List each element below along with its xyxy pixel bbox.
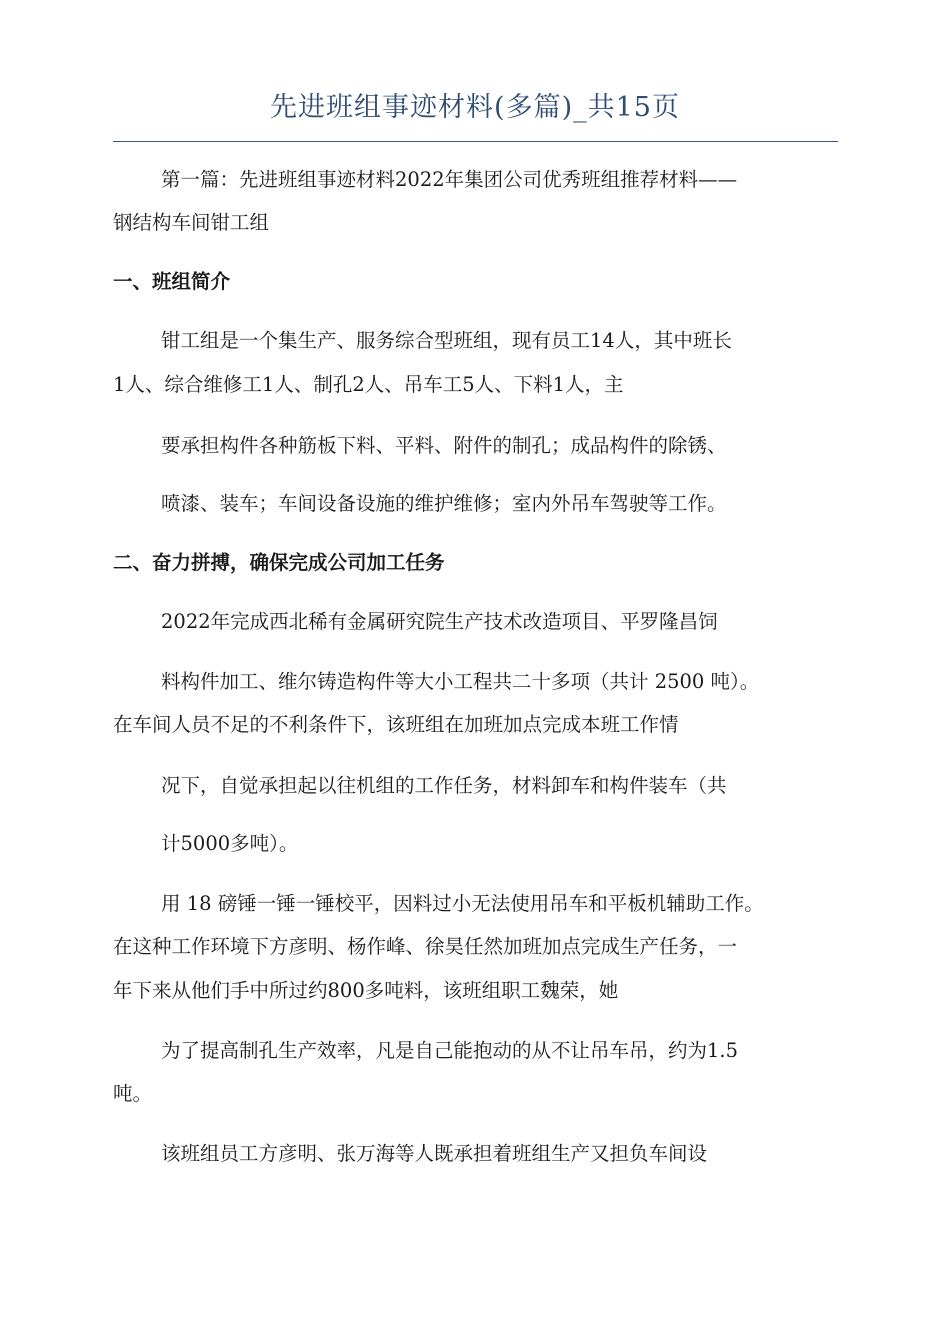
- section-heading: 二、奋力拼搏，确保完成公司加工任务: [113, 551, 445, 574]
- paragraph-line: 年下来从他们手中所过约800多吨料，该班组职工魏荣，她: [113, 979, 619, 1002]
- paragraph-line: 吨。: [113, 1082, 153, 1105]
- paragraph-line: 1人、综合维修工1人、制孔2人、吊车工5人、下料1人，主: [113, 373, 624, 396]
- section-heading: 一、班组简介: [113, 270, 231, 293]
- paragraph-line: 用 18 磅锤一锤一锤校平，因料过小无法使用吊车和平板机辅助工作。: [161, 892, 764, 915]
- paragraph-line: 第一篇：先进班组事迹材料2022年集团公司优秀班组推荐材料——: [161, 168, 738, 191]
- paragraph-line: 钳工组是一个集生产、服务综合型班组，现有员工14人，其中班长: [161, 329, 732, 352]
- paragraph-line: 为了提高制孔生产效率，凡是自己能抱动的从不让吊车吊，约为1.5: [161, 1039, 739, 1062]
- paragraph-line: 计5000多吨）。: [161, 832, 299, 855]
- document-title: 先进班组事迹材料(多篇)_共15页: [270, 92, 680, 123]
- title-divider: [113, 141, 838, 142]
- paragraph-line: 料构件加工、维尔铸造构件等大小工程共二十多项（共计 2500 吨）。: [161, 670, 760, 693]
- paragraph-line: 喷漆、装车；车间设备设施的维护维修；室内外吊车驾驶等工作。: [161, 492, 727, 515]
- paragraph-line: 该班组员工方彦明、张万海等人既承担着班组生产又担负车间设: [161, 1142, 708, 1165]
- paragraph-line: 况下，自觉承担起以往机组的工作任务，材料卸车和构件装车（共: [161, 774, 727, 797]
- paragraph-line: 钢结构车间钳工组: [113, 211, 270, 234]
- paragraph-line: 2022年完成西北稀有金属研究院生产技术改造项目、平罗隆昌饲: [161, 610, 718, 633]
- paragraph-line: 在这种工作环境下方彦明、杨作峰、徐昊任然加班加点完成生产任务，一: [113, 935, 738, 958]
- paragraph-line: 要承担构件各种筋板下料、平料、附件的制孔；成品构件的除锈、: [161, 434, 727, 457]
- paragraph-line: 在车间人员不足的不利条件下，该班组在加班加点完成本班工作情: [113, 713, 679, 736]
